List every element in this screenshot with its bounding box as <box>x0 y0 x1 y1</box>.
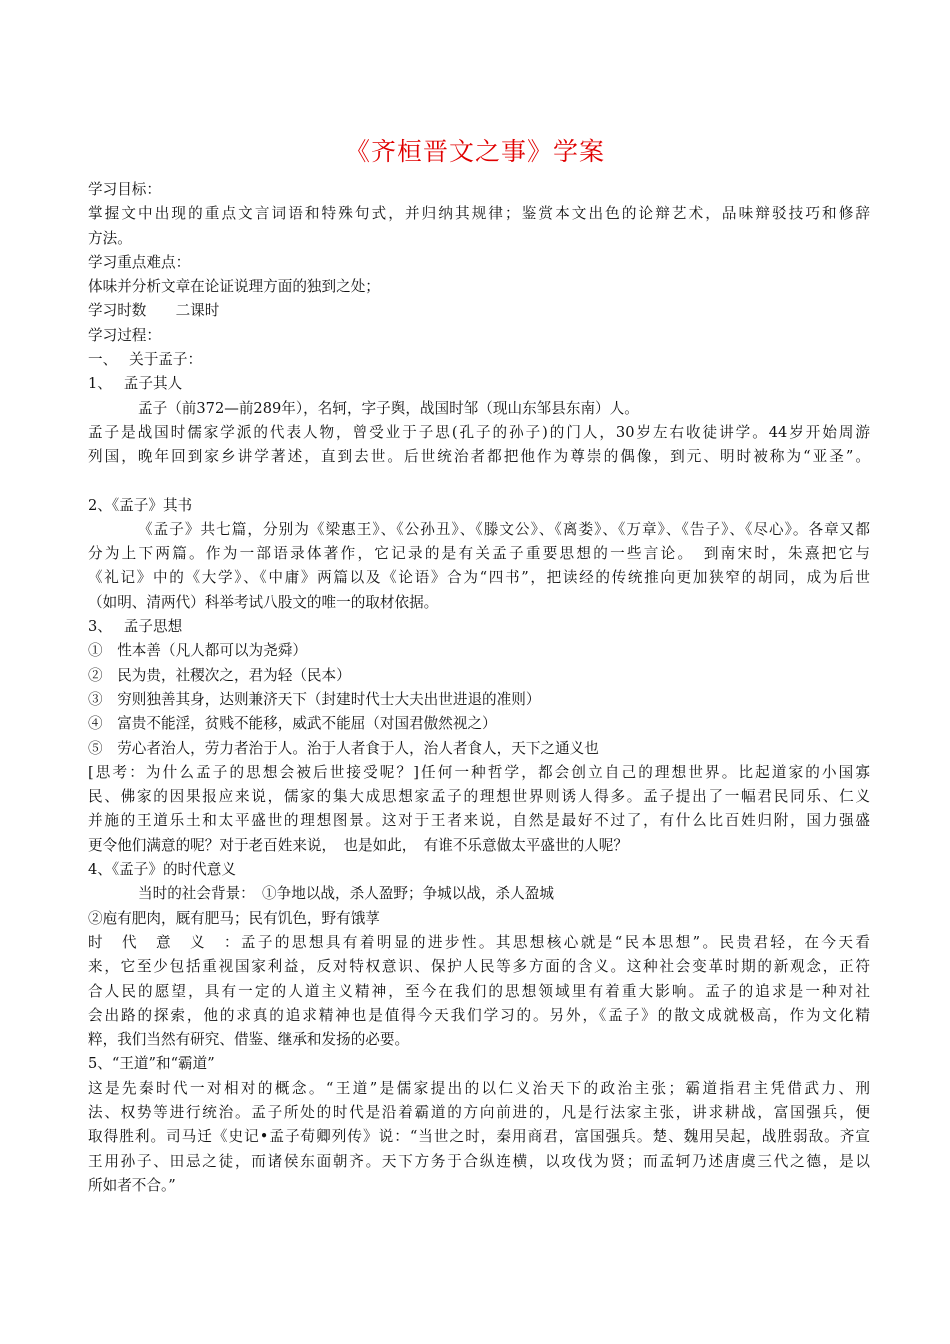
paragraph-line: 列国，晚年回到家乡讲学著述，直到去世。后世统治者都把他作为尊崇的偶像，到元、明时被称为“亚圣”。 <box>88 448 870 466</box>
subsection-heading: 2、《孟子》其书 <box>88 496 193 514</box>
subsection-heading: 3、 孟子思想 <box>88 618 183 636</box>
subsection-heading: 5、“王道”和“霸道” <box>88 1055 215 1073</box>
paragraph-line: 孟子（前372—前289年），名轲，字子舆，战国时邹（现山东邹县东南）人。 <box>138 399 639 417</box>
paragraph-line: 时 代 意 义 ：孟子的思想具有着明显的进步性。其思想核心就是“民本思想”。民贵君轻，在今天看 <box>88 933 870 951</box>
paragraph-line: [思考：为什么孟子的思想会被后世接受呢？]任何一种哲学，都会创立自己的理想世界。比起道家的小国寡 <box>88 763 870 781</box>
paragraph-line: 所如者不合。” <box>88 1176 176 1194</box>
list-item: ⑤ 劳心者治人，劳力者治于人。治于人者食于人，治人者食人，天下之通义也 <box>88 739 599 757</box>
subsection-heading: 4、《孟子》的时代意义 <box>88 861 236 879</box>
paragraph-line: 合人民的愿望，具有一定的人道主义精神，至今在我们的思想领域里有着重大影响。孟子的追求是一种对社 <box>88 982 870 1000</box>
paragraph-line: 孟子是战国时儒家学派的代表人物，曾受业于子思(孔子的孙子)的门人，30岁左右收徒讲学。44岁开始周游 <box>88 423 870 441</box>
section-heading: 一、 关于孟子： <box>88 351 203 369</box>
paragraph-line: 来，它至少包括重视国家利益，反对特权意识、保护人民等多方面的含义。这种社会变革时期的新观念，正符 <box>88 958 870 976</box>
paragraph-line: 《礼记》中的《大学》、《中庸》两篇以及《论语》合为“四书”，把读经的传统推向更加狭窄的胡同，成为后世 <box>88 569 870 587</box>
heading-key-points: 学习重点难点： <box>88 253 191 271</box>
paragraph-line: 取得胜利。司马迁《史记•孟子荀卿列传》说：“当世之时，秦用商君，富国强兵。楚、魏用吴起，战胜弱敌。齐宣 <box>88 1128 870 1146</box>
spacer <box>88 470 870 494</box>
paragraph-line: 法、权势等进行统治。孟子所处的时代是沿着霸道的方向前进的，凡是行法家主张，讲求耕战，富国强兵，便 <box>88 1103 870 1121</box>
heading-process: 学习过程： <box>88 326 161 344</box>
paragraph-line: ②庖有肥肉，厩有肥马；民有饥色，野有饿莩 <box>88 909 380 927</box>
list-item: ③ 穷则独善其身，达则兼济天下（封建时代士大夫出世进退的准则） <box>88 690 541 708</box>
paragraph-line: 会出路的探索，他的求真的追求精神也是值得今天我们学习的。另外，《孟子》的散文成就极高，作为文化精 <box>88 1006 870 1024</box>
paragraph-line: 《孟子》共七篇，分别为《梁惠王》、《公孙丑》、《滕文公》、《离娄》、《万章》、《告子》、《尽心》。各章又都 <box>138 520 870 538</box>
document-body <box>88 178 870 1198</box>
heading-goals: 学习目标： <box>88 181 161 198</box>
subsection-heading: 1、 孟子其人 <box>88 375 183 393</box>
paragraph-line: 分为上下两篇。作为一部语录体著作，它记录的是有关孟子重要思想的一些言论。 到南宋时，朱熹把它与 <box>88 545 870 563</box>
paragraph-line: 掌握文中出现的重点文言词语和特殊句式，并归纳其规律；鉴赏本文出色的论辩艺术，品味辩驳技巧和修辞 <box>88 205 870 223</box>
paragraph-line: 并施的王道乐土和太平盛世的理想图景。这对于王者来说，自然是最好不过了，有什么比百姓归附，国力强盛 <box>88 812 870 830</box>
list-item: ② 民为贵，社稷次之，君为轻（民本） <box>88 666 351 684</box>
paragraph-line: 民、佛家的因果报应来说，儒家的集大成思想家孟子的理想世界则诱人得多。孟子提出了一幅君民同乐、仁义 <box>88 788 870 806</box>
document-title: 《齐桓晋文之事》学案 <box>344 137 605 166</box>
paragraph-line: 方法。 <box>88 229 132 247</box>
paragraph-line: 这是先秦时代一对相对的概念。“王道”是儒家提出的以仁义治天下的政治主张；霸道指君主凭借武力、刑 <box>88 1079 870 1097</box>
paragraph-line: 王用孙子、田忌之徒，而诸侯东面朝齐。天下方务于合纵连横，以攻伐为贤；而孟轲乃述唐虞三代之德，是以 <box>88 1152 870 1170</box>
list-item: ① 性本善（凡人都可以为尧舜） <box>88 642 307 660</box>
paragraph-line: 粹，我们当然有研究、借鉴、继承和发扬的必要。 <box>88 1031 410 1049</box>
paragraph-line: 当时的社会背景： ①争地以战，杀人盈野；争城以战，杀人盈城 <box>138 885 554 903</box>
paragraph-line: 体味并分析文章在论证说理方面的独到之处； <box>88 278 380 296</box>
study-hours: 学习时数 二课时 <box>88 302 220 320</box>
paragraph-line: （如明、清两代）科举考试八股文的唯一的取材依据。 <box>88 593 439 611</box>
paragraph-line: 更令他们满意的呢？对于老百姓来说， 也是如此， 有谁不乐意做太平盛世的人呢？ <box>88 836 628 854</box>
list-item: ④ 富贵不能淫，贫贱不能移，威武不能屈（对国君傲然视之） <box>88 715 497 733</box>
